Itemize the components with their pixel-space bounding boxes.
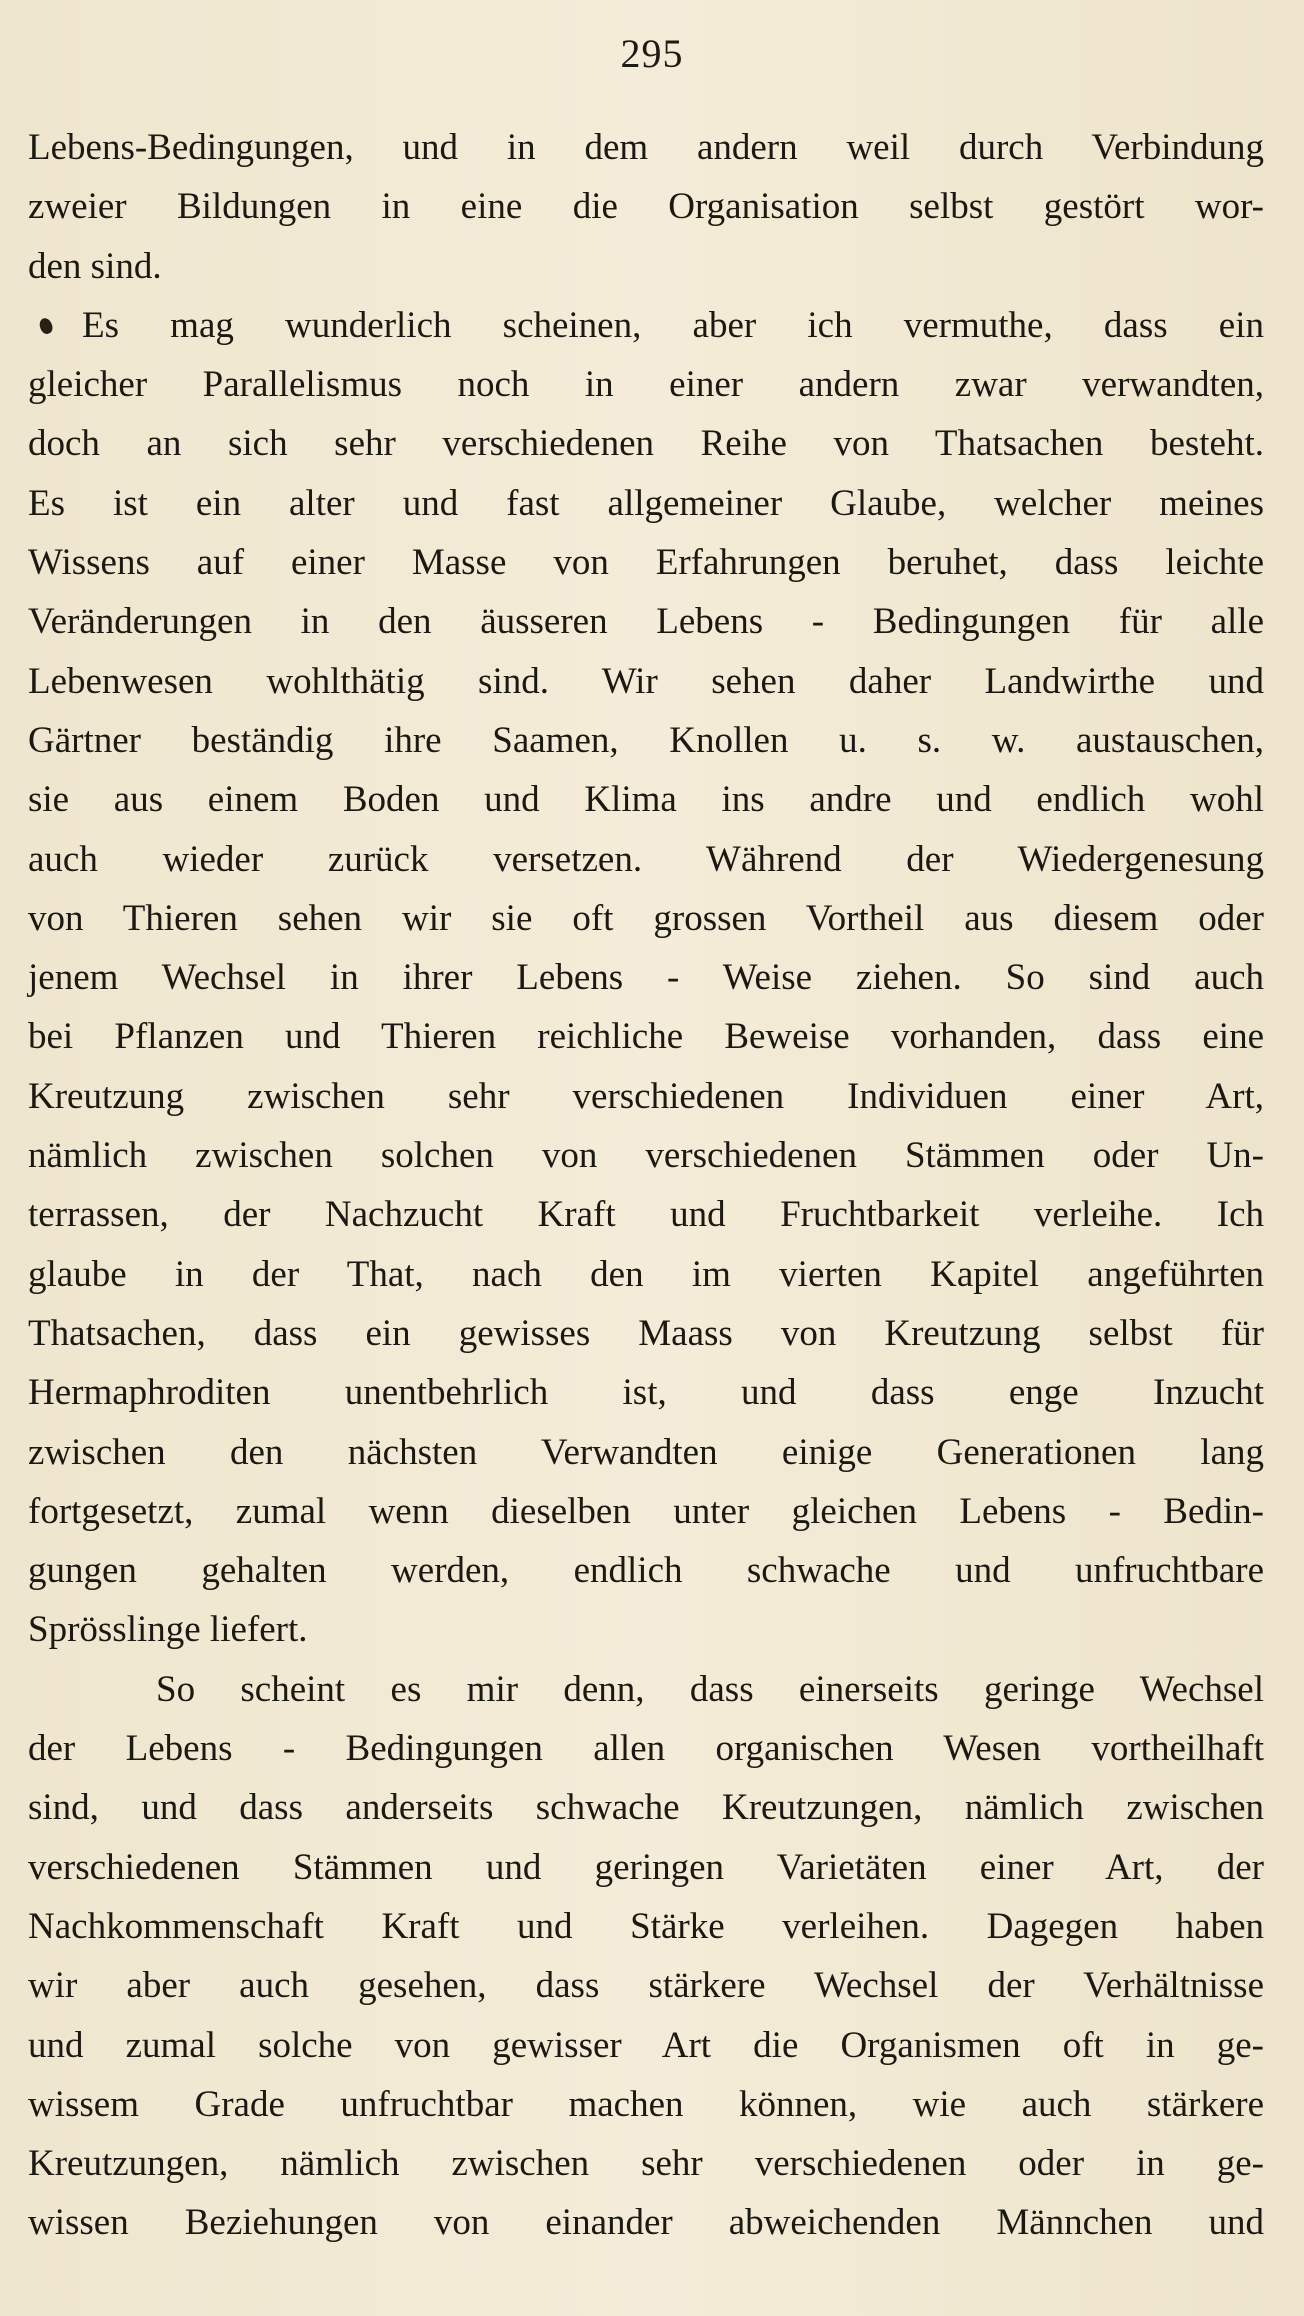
text-line: nämlich zwischen solchen von verschiedenen Stämmen oder Un-: [28, 1135, 1264, 1177]
text-line: Hermaphroditen unentbehrlich ist, und dass enge Inzucht: [28, 1372, 1264, 1414]
text-line: verschiedenen Stämmen und geringen Varietäten einer Art, der: [28, 1846, 1264, 1888]
text-line: zweier Bildungen in eine die Organisation selbst gestört wor-: [28, 186, 1264, 228]
text-line: [28, 296, 1264, 355]
text-line: glaube in der That, nach den im vierten Kapitel angeführten: [28, 1253, 1264, 1295]
text-line: auch wieder zurück versetzen. Während der Wiedergenesung: [28, 838, 1264, 880]
text-line: Gärtner beständig ihre Saamen, Knollen u. s. w. austauschen,: [28, 719, 1264, 761]
text-line: Kreutzung zwischen sehr verschiedenen Individuen einer Art,: [28, 1075, 1264, 1117]
body-text: [28, 118, 1264, 2253]
text-line: der Lebens - Bedingungen allen organischen Wesen vortheilhaft: [28, 1728, 1264, 1770]
page-number: 295: [620, 31, 684, 76]
text-line: Nachkommenschaft Kraft und Stärke verleihen. Dagegen haben: [28, 1905, 1264, 1947]
text-line: Veränderungen in den äusseren Lebens - Bedingungen für alle: [28, 601, 1264, 643]
text-line: Kreutzungen, nämlich zwischen sehr verschiedenen oder in ge-: [28, 2143, 1264, 2185]
text-line: gungen gehalten werden, endlich schwache und unfruchtbare: [28, 1550, 1264, 1592]
text-line: Es ist ein alter und fast allgemeiner Glaube, welcher meines: [28, 482, 1264, 524]
text-line: Lebens-Bedingungen, und in dem andern weil durch Verbindung: [28, 127, 1264, 168]
text-line: zwischen den nächsten Verwandten einige Generationen lang: [28, 1431, 1264, 1473]
text-line: Sprösslinge liefert.: [28, 1609, 308, 1651]
text-line: Wissens auf einer Masse von Erfahrungen beruhet, dass leichte: [28, 542, 1264, 584]
text-line: wir aber auch gesehen, dass stärkere Wechsel der Verhältnisse: [28, 1965, 1264, 2007]
text-line: sie aus einem Boden und Klima ins andre und endlich wohl: [28, 779, 1264, 821]
text-line: gleicher Parallelismus noch in einer andern zwar verwandten,: [28, 364, 1264, 406]
text-line: wissem Grade unfruchtbar machen können, wie auch stärkere: [28, 2083, 1264, 2125]
text-line: sind, und dass anderseits schwache Kreutzungen, nämlich zwischen: [28, 1787, 1264, 1829]
paragraph-ornament-icon: [38, 316, 55, 335]
text-line: fortgesetzt, zumal wenn dieselben unter gleichen Lebens - Bedin-: [28, 1490, 1264, 1532]
text-line: und zumal solche von gewisser Art die Organismen oft in ge-: [28, 2024, 1264, 2066]
text-line: wissen Beziehungen von einander abweichenden Männchen und: [28, 2202, 1264, 2244]
text-line-content: Es mag wunderlich scheinen, aber ich vermuthe, dass ein: [82, 304, 1264, 346]
text-line: Thatsachen, dass ein gewisses Maass von Kreutzung selbst für: [28, 1312, 1264, 1354]
text-line: doch an sich sehr verschiedenen Reihe von Thatsachen besteht.: [28, 423, 1264, 465]
text-line: von Thieren sehen wir sie oft grossen Vortheil aus diesem oder: [28, 897, 1264, 939]
text-line: jenem Wechsel in ihrer Lebens - Weise ziehen. So sind auch: [28, 957, 1264, 999]
text-line: den sind.: [28, 245, 162, 287]
text-line: Lebenwesen wohlthätig sind. Wir sehen daher Landwirthe und: [28, 660, 1264, 702]
text-line: So scheint es mir denn, dass einerseits geringe Wechsel: [156, 1668, 1264, 1710]
text-line: bei Pflanzen und Thieren reichliche Beweise vorhanden, dass eine: [28, 1016, 1264, 1058]
text-line: terrassen, der Nachzucht Kraft und Fruchtbarkeit verleihe. Ich: [28, 1194, 1264, 1236]
